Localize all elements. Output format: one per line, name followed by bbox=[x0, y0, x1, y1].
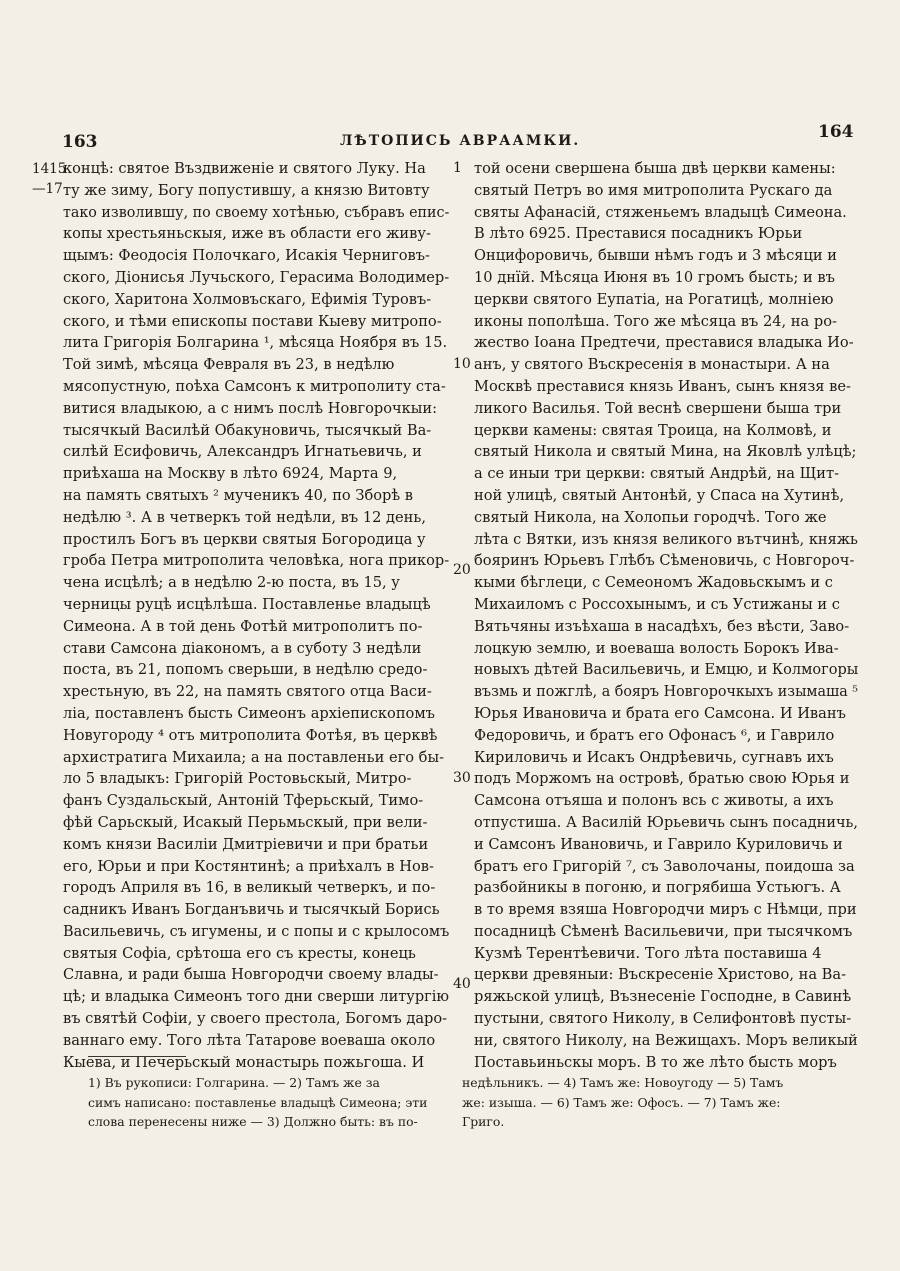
text-line: Новугороду ⁴ отъ митрополита Фотѣя, въ церквѣ bbox=[63, 726, 438, 744]
text-line: церкви камены: святая Троица, на Колмовѣ, и bbox=[474, 421, 832, 439]
text-line: на память святыхъ ² мученикъ 40, по Зборѣ в bbox=[63, 486, 414, 504]
text-line: новыхъ дѣтей Васильевичь, и Емцю, и Колмогоры bbox=[474, 661, 859, 679]
line-number: 1 bbox=[453, 160, 462, 176]
text-line: его, Юрьи и при Костянтинѣ; а приѣхалъ в Нов- bbox=[63, 857, 434, 875]
text-line: Михаиломъ с Россохынымъ, и съ Устижаны и с bbox=[474, 595, 840, 613]
text-line: комъ князи Василіи Дмитріевичи и при братьи bbox=[63, 835, 429, 853]
page-number-left: 163 bbox=[62, 132, 98, 152]
text-line: Кузмѣ Терентѣевичи. Того лѣта поставиша 4 bbox=[474, 944, 822, 962]
footnotes-right bbox=[462, 1073, 860, 1132]
text-line: святый Никола и святый Мина, на Яковлѣ улѣцѣ; bbox=[474, 443, 857, 461]
text-line: Кириловичь и Исакъ Ондрѣевичь, сугнавъ ихъ bbox=[474, 748, 834, 766]
text-line: въ святѣй Софіи, у своего престола, Богомъ даро- bbox=[63, 1010, 448, 1028]
text-line: отпустиша. А Василій Юрьевичь сынъ посадничь, bbox=[474, 813, 859, 831]
footnote-line: Григо. bbox=[462, 1114, 505, 1129]
text-line: В лѣто 6925. Преставися посадникъ Юрьи bbox=[474, 225, 803, 243]
text-line: ту же зиму, Богу попустившу, а князю Витовту bbox=[63, 181, 430, 199]
text-line: Симеона. А в той день Фотѣй митрополитъ по- bbox=[63, 617, 423, 635]
text-line: пустыни, святого Николу, в Селифонтовѣ пусты- bbox=[474, 1010, 852, 1028]
footnote-separator bbox=[88, 1056, 186, 1057]
page-number-right: 164 bbox=[818, 122, 854, 142]
text-line: поста, въ 21, попомъ сверьши, в недѣлю средо- bbox=[63, 661, 428, 679]
footnote-line: 1) Въ рукописи: Голгарина. — 2) Тамъ же за bbox=[88, 1075, 380, 1090]
right-text-column bbox=[474, 158, 858, 1073]
text-line: хрестьную, въ 22, на память святого отца Васи- bbox=[63, 683, 432, 701]
text-line: кыми бѣглеци, с Семеономъ Жадовьскымъ и с bbox=[474, 574, 833, 592]
text-line: тако изволившу, по своему хотѣнью, събравъ епис- bbox=[63, 203, 450, 221]
text-line: чена исцѣлѣ; а в недѣлю 2-ю поста, въ 15, у bbox=[63, 574, 400, 592]
text-line: мясопустную, поѣха Самсонъ к митрополиту ста- bbox=[63, 377, 446, 395]
text-line: городъ Априля въ 16, в великый четверкъ, и по- bbox=[63, 879, 436, 897]
text-line: анъ, у святого Въскресенія в монастыри. А на bbox=[474, 356, 830, 374]
text-line: фѣй Сарьскый, Исакый Перьмьскый, при вели- bbox=[63, 813, 428, 831]
text-line: иконы пополѣша. Того же мѣсяца въ 24, на ро- bbox=[474, 312, 837, 330]
text-line: ликого Василья. Той веснѣ свершени быша три bbox=[474, 399, 842, 417]
footnotes-left bbox=[88, 1073, 440, 1132]
line-number: 10 bbox=[453, 356, 471, 372]
text-line: Самсона отъяша и полонъ всь с животы, а ихъ bbox=[474, 792, 834, 810]
text-line: братъ его Григорій ⁷, съ Заволочаны, поидоша за bbox=[474, 857, 855, 875]
text-line: садникъ Иванъ Богданъвичь и тысячкый Борись bbox=[63, 901, 440, 919]
text-line: лоцкую землю, и воеваша волость Борокъ Ива- bbox=[474, 639, 839, 657]
left-text-column bbox=[63, 158, 449, 1073]
footnote-line: недѣльникъ. — 4) Тамъ же: Новоугоду — 5) Тамъ bbox=[462, 1075, 784, 1090]
text-line: цѣ; и владыка Симеонъ того дни сверши литургію bbox=[63, 988, 450, 1006]
margin-year-range: —17 bbox=[32, 181, 63, 197]
line-number: 20 bbox=[453, 562, 471, 578]
text-line: приѣхаша на Москву в лѣто 6924, Марта 9, bbox=[63, 465, 398, 483]
text-line: 10 днїй. Мѣсяца Июня въ 10 громъ бысть; и въ bbox=[474, 268, 835, 286]
text-line: святый Никола, на Холопьи городчѣ. Того же bbox=[474, 508, 827, 526]
text-line: Москвѣ преставися князь Иванъ, сынъ князя ве- bbox=[474, 377, 851, 395]
text-line: Вятьчяны изъѣхаша в насадѣхъ, без вѣсти, Заво- bbox=[474, 617, 850, 635]
text-line: Онцифоровичь, бывши нѣмъ годъ и 3 мѣсяци и bbox=[474, 247, 837, 265]
line-number: 30 bbox=[453, 770, 471, 786]
text-line: церкви святого Еупатіа, на Рогатицѣ, молніею bbox=[474, 290, 834, 308]
text-line: ского, Харитона Холмовъскаго, Ефимія Туровъ- bbox=[63, 290, 432, 308]
text-line: Той зимѣ, мѣсяца Февраля въ 23, в недѣлю bbox=[63, 356, 395, 374]
text-line: тысячкый Василѣй Обакуновичь, тысячкый Ва- bbox=[63, 421, 432, 439]
text-line: разбойникы в погоню, и погрябиша Устьюгъ. А bbox=[474, 879, 841, 897]
text-line: ло 5 владыкъ: Григорій Ростовьскый, Митро- bbox=[63, 770, 412, 788]
footnote-line: слова перенесены ниже — 3) Должно быть: въ по- bbox=[88, 1114, 418, 1129]
text-line: Славна, и ради быша Новгородчи своему влады- bbox=[63, 966, 439, 984]
text-line: фанъ Суздальскый, Антоній Тферьскый, Тимо- bbox=[63, 792, 424, 810]
text-line: Федоровичь, и братъ его Офонасъ ⁶, и Гаврило bbox=[474, 726, 835, 744]
text-line: копы хрестьяньскыя, иже въ области его живу- bbox=[63, 225, 431, 243]
text-line: ского, и тѣми епископы постави Кыеву митропо- bbox=[63, 312, 442, 330]
text-line: бояринъ Юрьевъ Глѣбъ Сѣменовичь, с Новгороч- bbox=[474, 552, 855, 570]
text-line: силѣй Есифовичь, Александръ Игнатьевичь, и bbox=[63, 443, 422, 461]
text-line: святый Петръ во имя митрополита Рускаго да bbox=[474, 181, 833, 199]
text-line: святы Афанасій, стяженьемъ владыцѣ Симеона. bbox=[474, 203, 847, 221]
text-line: архистратига Михаила; а на поставленьи его бы- bbox=[63, 748, 444, 766]
text-line: святыя Софіа, срѣтоша его съ кресты, конець bbox=[63, 944, 416, 962]
text-line: ліа, поставленъ бысть Симеонъ архіепископомъ bbox=[63, 704, 435, 722]
footnote-line: симъ написано: поставленье владыцѣ Симеона; эти bbox=[88, 1094, 428, 1110]
text-line: щымъ: Феодосія Полочкаго, Исакія Черниговъ- bbox=[63, 247, 430, 265]
margin-year: 1415 bbox=[32, 161, 67, 177]
text-line: и Самсонъ Ивановичь, и Гаврило Куриловичь и bbox=[474, 835, 843, 853]
text-line: простилъ Богъ въ церкви святыя Богородица у bbox=[63, 530, 426, 548]
text-line: ваннаго ему. Того лѣта Татарове воеваша около bbox=[63, 1031, 436, 1049]
text-line: подъ Моржомъ на островѣ, братью свою Юрья и bbox=[474, 770, 850, 788]
text-line: гроба Петра митрополита человѣка, нога прикор- bbox=[63, 552, 450, 570]
text-line: церкви древяныи: Въскресеніе Христово, на Ва- bbox=[474, 966, 847, 984]
text-line: ряжьской улицѣ, Възнесеніе Господне, в Савинѣ bbox=[474, 988, 852, 1006]
text-line: концѣ: святое Въздвиженіе и святого Луку. На bbox=[63, 160, 426, 177]
text-line: недѣлю ³. А в четверкъ той недѣли, въ 12 день, bbox=[63, 508, 426, 526]
text-line: стави Самсона діакономъ, а в суботу 3 недѣли bbox=[63, 639, 422, 657]
text-line: Васильевичь, съ игумены, и с попы и с крылосомъ bbox=[63, 922, 450, 940]
text-line: а се иныи три церкви: святый Андрѣй, на Щит- bbox=[474, 465, 840, 483]
text-line: в то время взяша Новгородчи миръ с Нѣмци, при bbox=[474, 901, 857, 919]
text-line: лѣта с Вятки, изъ князя великого вътчинѣ, княжь bbox=[474, 530, 858, 548]
text-line: Юрья Ивановича и брата его Самсона. И Иванъ bbox=[474, 704, 846, 722]
running-title: ЛѢТОПИСЬ АВРААМКИ. bbox=[340, 133, 581, 149]
text-line: жество Іоана Предтечи, преставися владыка Ио- bbox=[474, 334, 854, 352]
text-line: ни, святого Николу, на Вежищахъ. Моръ великый bbox=[474, 1031, 858, 1049]
text-line: черницы руцѣ исцѣлѣша. Поставленье владыцѣ bbox=[63, 595, 431, 613]
text-line: ной улицѣ, святый Антонѣй, у Спаса на Хутинѣ, bbox=[474, 486, 845, 504]
footnote-line: же: изыша. — 6) Тамъ же: Офосъ. — 7) Тамъ же: bbox=[462, 1094, 781, 1110]
text-line: Поставьиньскы моръ. В то же лѣто бысть моръ bbox=[474, 1053, 837, 1071]
text-line: посадницѣ Сѣменѣ Васильевичи, при тысячкомъ bbox=[474, 922, 853, 940]
text-line: витися владыкою, а с нимъ послѣ Новгорочкыи: bbox=[63, 399, 438, 417]
line-number: 40 bbox=[453, 976, 471, 992]
text-line: ского, Діонисья Лучьского, Герасима Володимер- bbox=[63, 268, 450, 286]
text-line: възмь и пожглѣ, а бояръ Новгорочкыхъ изымаша ⁵ bbox=[474, 683, 859, 701]
text-line: лита Григорія Болгарина ¹, мѣсяца Ноября въ 15. bbox=[63, 334, 448, 352]
text-line: Кыева, и Печерьскый монастырь пожьгоша. И bbox=[63, 1053, 425, 1071]
text-line: той осени свершена быша двѣ церкви камены: bbox=[474, 160, 836, 177]
